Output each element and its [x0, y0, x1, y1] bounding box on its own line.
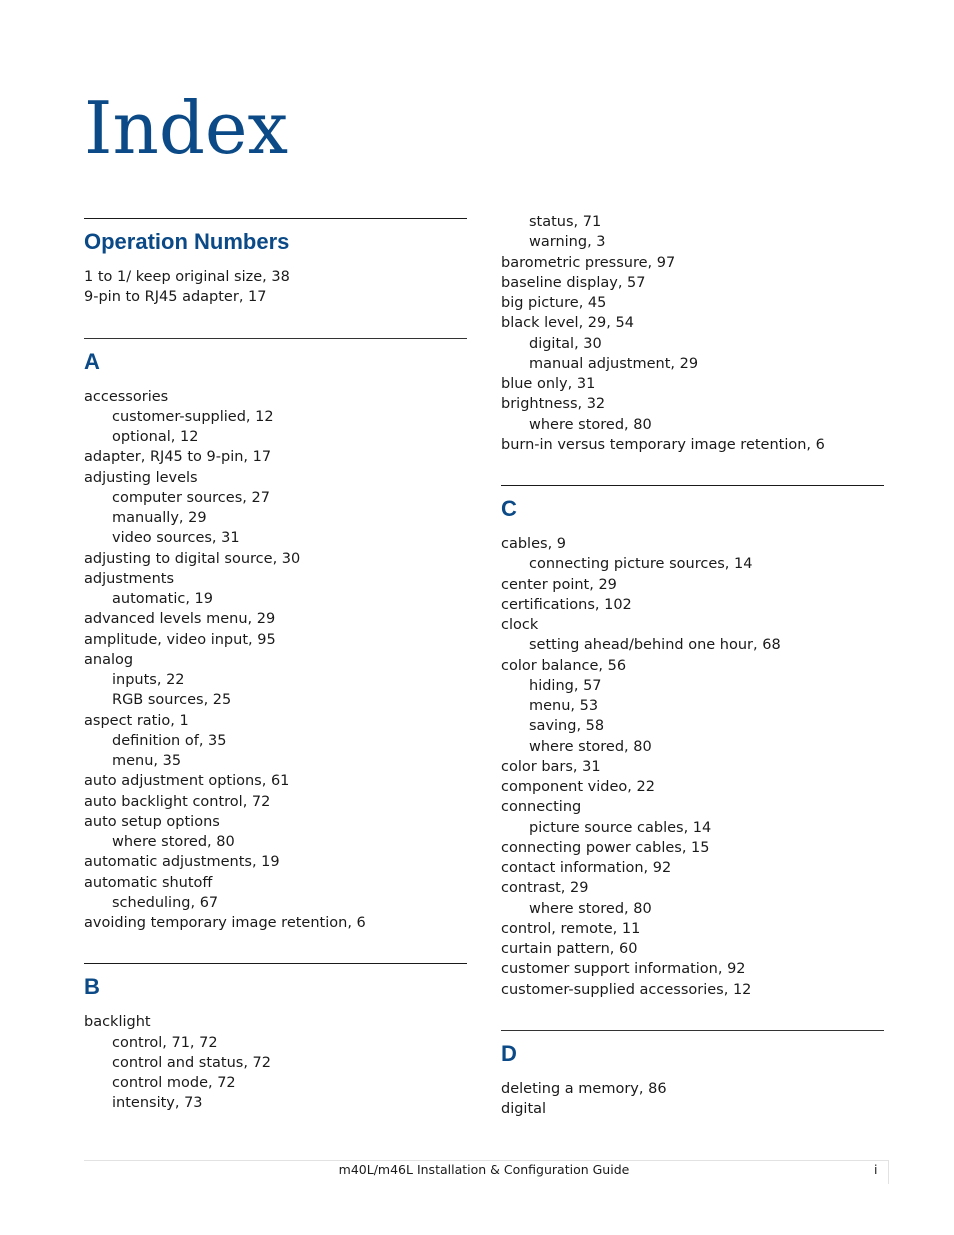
index-subentry: scheduling, 67 — [112, 894, 219, 911]
index-subentry: manually, 29 — [112, 510, 207, 526]
index-entry: contact information, 92 — [501, 860, 672, 876]
index-subentry: control mode, 72 — [112, 1075, 236, 1091]
index-entry: big picture, 45 — [501, 295, 607, 311]
section-heading: B — [84, 974, 100, 1000]
index-entry: color bars, 31 — [501, 758, 601, 775]
index-subentry: RGB sources, 25 — [112, 692, 232, 709]
index-subentry: menu, 35 — [112, 753, 182, 769]
index-entry: brightness, 32 — [501, 396, 606, 413]
index-subentry: manual adjustment, 29 — [529, 355, 699, 372]
index-subentry: customer-supplied, 12 — [112, 408, 274, 425]
entry-list — [501, 212, 884, 455]
index-entry: baseline display, 57 — [501, 274, 646, 291]
index-entry: adjustments — [84, 570, 175, 587]
index-entry: digital — [501, 1101, 547, 1117]
index-entry: contrast, 29 — [501, 880, 589, 897]
index-subentry: control and status, 72 — [112, 1054, 271, 1071]
index-section-b-continued — [501, 212, 884, 455]
index-entry: curtain pattern, 60 — [501, 941, 638, 957]
index-section-operation-numbers — [84, 218, 467, 308]
index-entry: barometric pressure, 97 — [501, 254, 676, 271]
entry-list — [501, 534, 884, 1000]
index-subentry: inputs, 22 — [112, 672, 185, 688]
index-subentry: hiding, 57 — [529, 677, 602, 694]
index-entry: analog — [84, 651, 134, 668]
index-entry: deleting a memory, 86 — [501, 1080, 667, 1097]
index-entry: blue only, 31 — [501, 376, 596, 392]
index-entry: 9-pin to RJ45 adapter, 17 — [84, 289, 267, 306]
index-entry: center point, 29 — [501, 576, 617, 593]
index-entry: color balance, 56 — [501, 657, 627, 674]
index-subentry: definition of, 35 — [112, 732, 227, 749]
index-subentry: where stored, 80 — [112, 834, 235, 850]
index-column-left — [84, 218, 467, 1144]
index-entry: customer support information, 92 — [501, 961, 746, 978]
index-entry: adjusting levels — [84, 469, 198, 486]
entry-list — [84, 267, 467, 308]
footer-divider — [84, 1160, 888, 1161]
entry-list — [501, 1079, 884, 1120]
index-entry: auto setup options — [84, 813, 220, 830]
index-entry: auto adjustment options, 61 — [84, 773, 290, 790]
section-heading: Operation Numbers — [84, 229, 290, 254]
index-entry: automatic adjustments, 19 — [84, 854, 280, 871]
index-subentry: picture source cables, 14 — [529, 819, 712, 836]
index-subentry: where stored, 80 — [529, 738, 652, 755]
index-subentry: saving, 58 — [529, 718, 605, 735]
index-subentry: control, 71, 72 — [112, 1034, 218, 1051]
footer-doc-title: m40L/m46L Installation & Configuration Guide — [338, 1162, 630, 1177]
entry-list — [84, 1012, 467, 1113]
index-subentry: video sources, 31 — [112, 530, 240, 547]
section-heading: D — [501, 1040, 517, 1066]
index-entry: amplitude, video input, 95 — [84, 631, 276, 648]
index-entry: component video, 22 — [501, 779, 655, 795]
index-subentry: connecting picture sources, 14 — [529, 556, 753, 573]
index-entry: avoiding temporary image retention, 6 — [84, 915, 366, 931]
index-entry: black level, 29, 54 — [501, 315, 634, 332]
index-column-right — [501, 212, 884, 1149]
index-entry: auto backlight control, 72 — [84, 793, 271, 810]
index-subentry: status, 71 — [529, 214, 602, 230]
index-entry: cables, 9 — [501, 536, 567, 552]
section-heading: C — [501, 496, 517, 521]
index-entry: 1 to 1/ keep original size, 38 — [84, 269, 290, 285]
page-title: Index — [84, 86, 289, 170]
index-entry: automatic shutoff — [84, 874, 213, 891]
index-section-d — [501, 1030, 884, 1120]
index-entry: connecting power cables, 15 — [501, 839, 710, 856]
index-entry: clock — [501, 617, 539, 633]
index-subentry: where stored, 80 — [529, 900, 652, 917]
index-subentry: automatic, 19 — [112, 591, 213, 607]
index-entry: adapter, RJ45 to 9-pin, 17 — [84, 449, 272, 466]
index-subentry: optional, 12 — [112, 429, 199, 445]
index-entry: control, remote, 11 — [501, 920, 641, 937]
index-section-a — [84, 338, 467, 934]
index-entry: customer-supplied accessories, 12 — [501, 981, 752, 998]
index-entry: backlight — [84, 1014, 151, 1031]
index-entry: accessories — [84, 388, 169, 405]
section-heading: A — [84, 348, 100, 374]
index-subentry: intensity, 73 — [112, 1095, 203, 1112]
index-section-b — [84, 963, 467, 1113]
index-subentry: where stored, 80 — [529, 416, 652, 433]
index-subentry: menu, 53 — [529, 698, 599, 714]
entry-list — [84, 387, 467, 934]
footer-divider-vertical — [888, 1160, 889, 1184]
index-entry: adjusting to digital source, 30 — [84, 550, 301, 567]
index-subentry: digital, 30 — [529, 335, 602, 352]
index-subentry: warning, 3 — [529, 234, 606, 251]
index-entry: aspect ratio, 1 — [84, 712, 189, 729]
index-entry: burn-in versus temporary image retention, 6 — [501, 436, 825, 453]
index-entry: certifications, 102 — [501, 596, 632, 613]
footer-page-number: i — [874, 1162, 878, 1177]
index-subentry: computer sources, 27 — [112, 489, 270, 506]
index-subentry: setting ahead/behind one hour, 68 — [529, 637, 781, 654]
index-entry: connecting — [501, 799, 582, 816]
index-entry: advanced levels menu, 29 — [84, 611, 276, 628]
index-section-c — [501, 485, 884, 1000]
